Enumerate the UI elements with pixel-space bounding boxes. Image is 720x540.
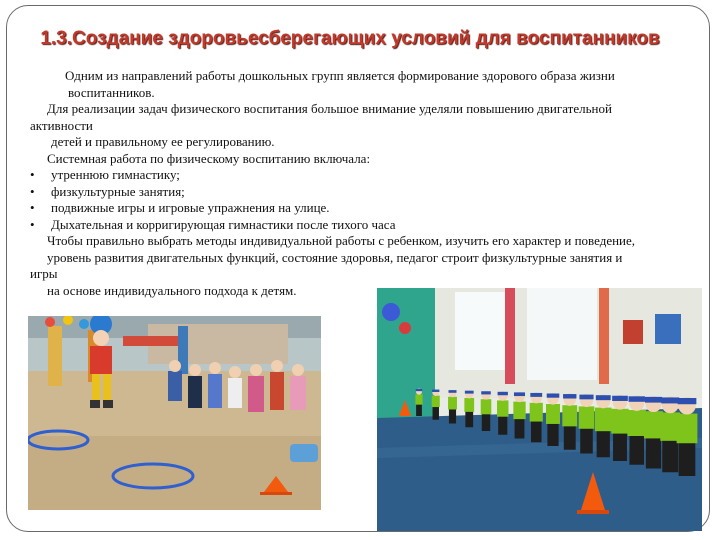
slide-body	[30, 68, 690, 299]
paragraph-line: Для реализации задач физического воспитания большое внимание уделяли повышению двигательной	[47, 101, 612, 116]
bullet-dot: •	[30, 167, 35, 182]
child-figure	[530, 392, 543, 442]
bullet-item	[30, 200, 690, 217]
outdoor-games-illustration	[28, 316, 321, 510]
paragraph-line: воспитанников.	[68, 84, 155, 100]
child-figure	[415, 389, 422, 416]
bullet-text: утреннюю гимнастику;	[51, 167, 180, 182]
paragraph-line: Чтобы правильно выбрать методы индивидуальной работы с ребенком, изучить его характер и поведение,	[47, 233, 636, 248]
child-figure	[481, 391, 492, 431]
child-figure	[513, 392, 525, 439]
child-figure	[562, 393, 577, 449]
bullet-dot: •	[30, 183, 35, 199]
gym-class-illustration	[377, 288, 702, 531]
child-figure	[595, 394, 612, 457]
child-figure	[448, 390, 457, 424]
child-figure	[628, 395, 646, 464]
photo-gym-class	[377, 288, 702, 531]
child-figure	[546, 393, 560, 446]
paragraph-line: Системная работа по физическому воспитанию включала:	[47, 150, 371, 166]
bullet-dot: •	[30, 200, 35, 215]
photo-outdoor-games	[28, 316, 321, 510]
child-figure	[464, 390, 474, 427]
bullet-text: подвижные игры и игровые упражнения на улице.	[51, 200, 330, 215]
slide-title: 1.3.Создание здоровьесберегающих условий для воспитанников	[40, 28, 660, 49]
paragraph-line: уровень развития двигательных функций, состояние здоровья, педагог строит физкультурные занятия и	[47, 249, 623, 265]
paragraph-line: активности	[30, 117, 93, 133]
bullet-text: физкультурные занятия;	[51, 183, 185, 199]
child-figure	[677, 397, 698, 476]
bullet-item	[30, 184, 690, 201]
child-figure	[579, 394, 595, 454]
child-figure	[432, 389, 440, 420]
paragraph-line: игры	[30, 266, 58, 281]
child-figure	[644, 396, 663, 468]
paragraph-line: детей и правильному ее регулированию.	[51, 134, 275, 149]
bullet-item	[30, 167, 690, 184]
bullet-dot: •	[30, 216, 35, 232]
child-figure	[497, 391, 508, 434]
paragraph-line: на основе индивидуального подхода к детям.	[47, 282, 297, 298]
bullet-item	[30, 217, 690, 234]
paragraph-line: Одним из направлений работы дошкольных групп является формирование здорового образа жизни	[65, 68, 615, 83]
child-figure	[611, 395, 628, 461]
bullet-text: Дыхательная и корригирующая гимнастики после тихого часа	[51, 216, 396, 232]
